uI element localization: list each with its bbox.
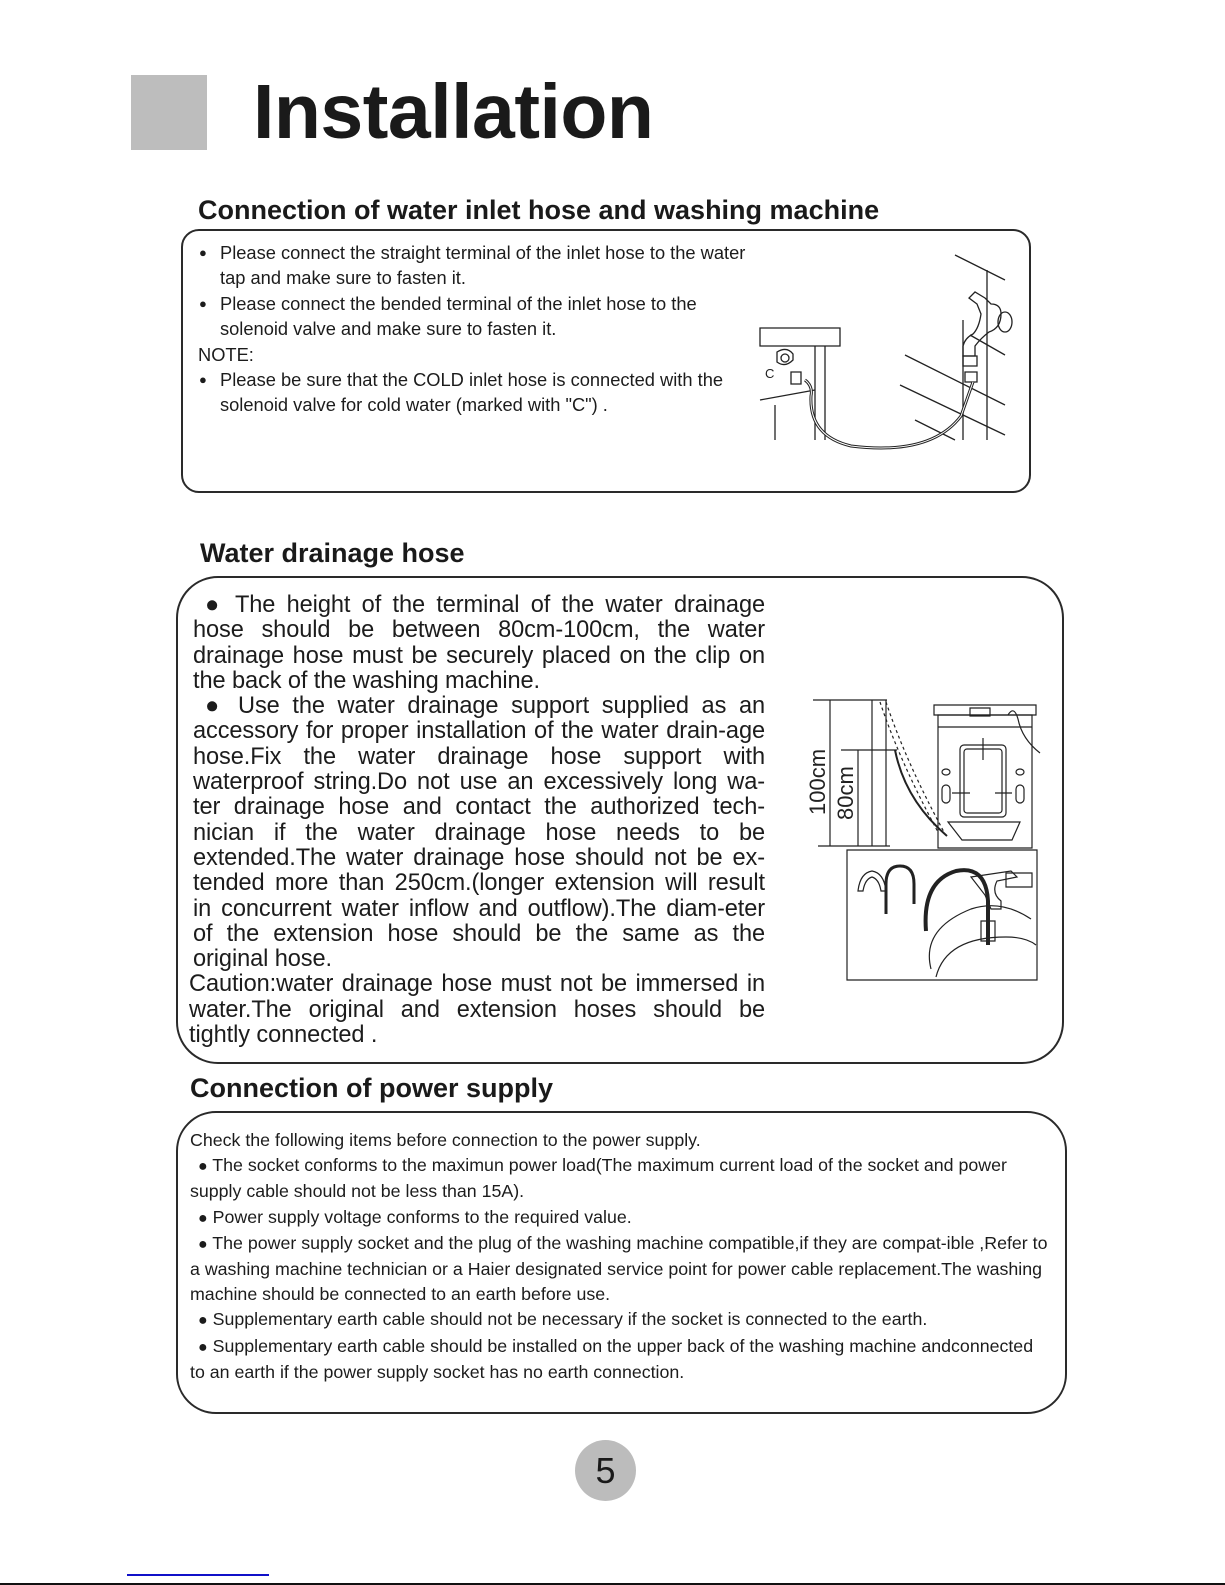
illustration-frame (847, 850, 1037, 980)
inlet-item: ● Please connect the straight terminal of the inlet hose to the water tap and make sure to fasten it. (198, 240, 758, 291)
note-label: NOTE: (198, 343, 254, 365)
wall-line (900, 385, 1005, 435)
height-label-100cm: 100cm (805, 748, 830, 815)
drain-paragraph: ● The height of the terminal of the water drainage hose should be between 80cm-100cm, the water drainage hose must be securely placed on the clip on the back of the washing machine. (193, 592, 765, 694)
link-underline[interactable] (127, 1574, 269, 1576)
power-item: ● The socket conforms to the maximun power load(The maximum current load of the socket and power supply cable should not be less than 15A). (190, 1155, 1007, 1202)
power-section-heading: Connection of power supply (190, 1073, 553, 1103)
note-item: ● Please be sure that the COLD inlet hose is connected with the solenoid valve for cold water (marked with "C") . (198, 367, 758, 418)
water-tap-and-inlet-hose-illustration (755, 240, 1025, 450)
drain-paragraph: ● Use the water drainage support supplied as an accessory for proper installation of the water drain-age hose.Fix the water drainage hose support with waterproof string.Do not use an excessively long wa-ter drainage hose and contact the authorized tech-nician if the water drainage hose needs to be extended.The water drainage hose should not be ex-tended more than 250cm.(longer extension will result in concurrent water inflow and outflow).The diam-eter of the extension hose should be the same as the original hose. (193, 693, 765, 973)
bullet-icon: ● (198, 1235, 208, 1253)
cold-valve-mark: C (765, 366, 775, 381)
page-title: Installation (253, 69, 654, 155)
wall-line (905, 355, 1005, 405)
drain-hose-high (886, 702, 944, 832)
section-marker-square (131, 75, 207, 150)
page-number-badge: 5 (575, 1440, 636, 1501)
power-item: ● Power supply voltage conforms to the required value. (198, 1206, 632, 1227)
hose-support-icon (886, 866, 914, 914)
power-intro: Check the following items before connection to the power supply. (190, 1130, 701, 1150)
inlet-item: ● Please connect the bended terminal of the inlet hose to the solenoid valve and make sure to fasten it. (198, 291, 758, 342)
wall-line (955, 255, 1005, 280)
drain-instructions (189, 592, 765, 1049)
machine-top (760, 328, 840, 346)
power-item: ● The power supply socket and the plug of the washing machine compatible,if they are compat-ible ,Refer to a washing machine technician or a Haier designated service point for power cable replacement.The washing machine should be connected to an earth before use. (190, 1232, 1048, 1305)
drain-caution: Caution:water drainage hose must not be immersed in water.The original and extension hoses should be tightly connected . (189, 971, 765, 1049)
bullet-icon: ● (198, 1338, 208, 1356)
drain-height-illustration (780, 680, 1050, 850)
bullet-icon: ● (198, 1158, 208, 1176)
inlet-section-heading: Connection of water inlet hose and washing machine (198, 195, 880, 225)
drain-hose-support-illustration (846, 849, 1038, 981)
bullet-icon: ● (198, 1209, 208, 1227)
power-instructions (190, 1128, 1052, 1385)
power-item: ● Supplementary earth cable should be installed on the upper back of the washing machine andconnected to an earth if the power supply socket has no earth connection. (190, 1335, 1034, 1382)
drain-section-heading: Water drainage hose (200, 538, 465, 568)
height-label-80cm: 80cm (833, 766, 858, 820)
inlet-instructions (198, 240, 758, 418)
power-item: ● Supplementary earth cable should not be necessary if the socket is connected to the earth. (198, 1309, 928, 1330)
bullet-icon: ● (198, 1312, 208, 1330)
washing-machine-back (934, 705, 1036, 715)
hose-clip-icon (858, 871, 886, 891)
tap-icon (963, 292, 1001, 356)
